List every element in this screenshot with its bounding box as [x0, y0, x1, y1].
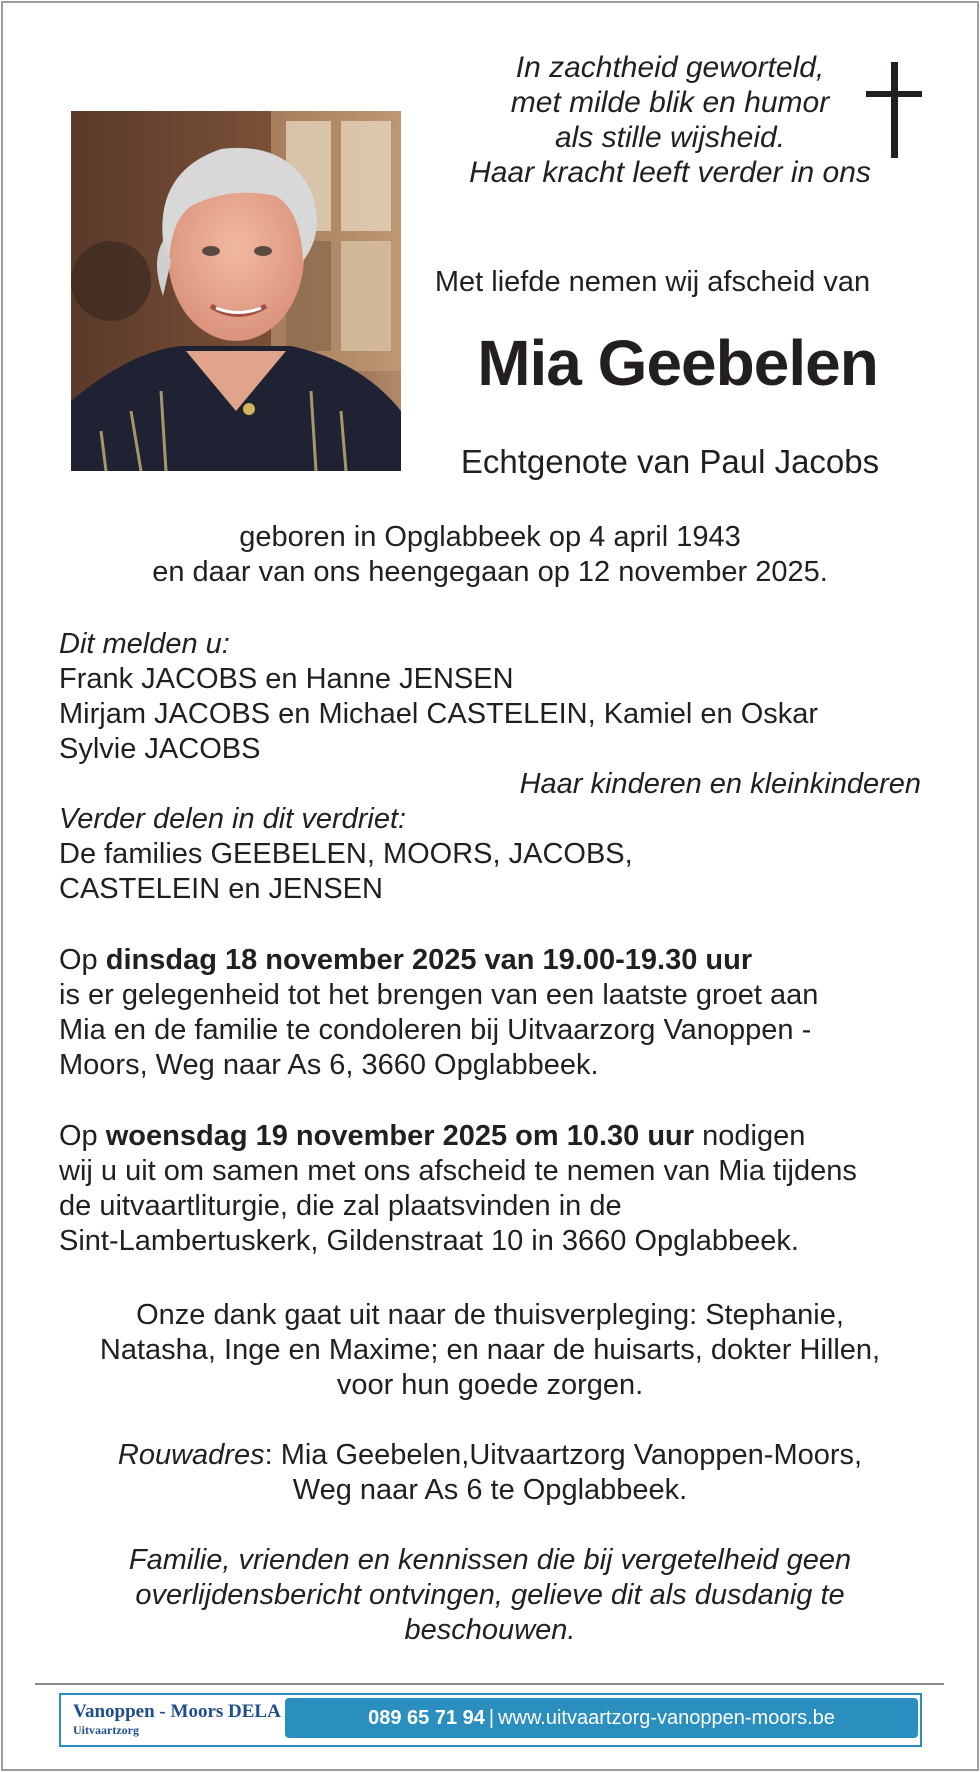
portrait-photo — [71, 111, 401, 471]
poem-line: Haar kracht leeft verder in ons — [469, 156, 871, 189]
family-caption: Haar kinderen en kleinkinderen — [519, 768, 921, 800]
portrait-illustration — [71, 111, 401, 471]
contact-separator: | — [488, 1707, 495, 1729]
thanks-line: Onze dank gaat uit naar de thuisverpleging: Stephanie, — [136, 1299, 844, 1331]
notice-line: Familie, vrienden en kennissen die bij vergetelheid geen — [128, 1544, 852, 1576]
funeral-suffix: nodigen — [694, 1120, 806, 1152]
notice-line: overlijdensbericht ontvingen, gelieve dit als dusdanig te — [135, 1579, 845, 1611]
visitation-prefix: Op — [59, 944, 106, 976]
family-other: CASTELEIN en JENSEN — [59, 873, 383, 905]
address-paragraph — [40, 1438, 940, 1508]
website-link[interactable]: www.uitvaartzorg-vanoppen-moors.be — [498, 1707, 835, 1729]
contact-bar — [285, 1698, 918, 1738]
visitation-line: Moors, Weg naar As 6, 3660 Opglabbeek. — [59, 1049, 599, 1081]
funeral-home-logo — [73, 1701, 313, 1738]
footer-divider — [35, 1683, 944, 1685]
funeral-paragraph — [59, 1119, 939, 1259]
visitation-paragraph — [59, 943, 939, 1083]
spouse-line: Echtgenote van Paul Jacobs — [460, 443, 880, 480]
address-line-2: Weg naar As 6 te Opglabbeek. — [292, 1474, 688, 1506]
funeral-line: wij u uit om samen met ons afscheid te nemen van Mia tijdens — [59, 1155, 857, 1187]
thanks-line: voor hun goede zorgen. — [336, 1369, 644, 1401]
family-heading-2: Verder delen in dit verdriet: — [59, 803, 407, 835]
funeral-line: de uitvaartliturgie, die zal plaatsvinden in de — [59, 1190, 622, 1222]
cross-icon — [866, 62, 922, 158]
poem-line: met milde blik en humor — [510, 86, 830, 119]
death-line: en daar van ons heengegaan op 12 november 2025. — [152, 556, 828, 588]
visitation-line: is er gelegenheid tot het brengen van een laatste groet aan — [59, 979, 819, 1011]
logo-name: Vanoppen - Moors DELA — [73, 1701, 281, 1722]
family-heading: Dit melden u: — [59, 628, 230, 660]
phone-number[interactable]: 089 65 71 94 — [368, 1707, 485, 1729]
poem — [430, 50, 910, 190]
family-member: Frank JACOBS en Hanne JENSEN — [59, 663, 514, 695]
funeral-date: woensdag 19 november 2025 om 10.30 uur — [105, 1120, 695, 1152]
visitation-date: dinsdag 18 november 2025 van 19.00-19.30 uur — [105, 944, 753, 976]
address-line-1: : Mia Geebelen,Uitvaartzorg Vanoppen-Moors, — [264, 1439, 863, 1471]
logo-subtitle: Uitvaartzorg — [73, 1723, 139, 1737]
funeral-prefix: Op — [59, 1120, 106, 1152]
family-member: Mirjam JACOBS en Michael CASTELEIN, Kamiel en Oskar — [59, 698, 819, 730]
intro-text: Met liefde nemen wij afscheid van — [434, 266, 871, 298]
funeral-line: Sint-Lambertuskerk, Gildenstraat 10 in 3660 Opglabbeek. — [59, 1225, 799, 1257]
deceased-name: Mia Geebelen — [477, 327, 878, 399]
family-section — [59, 627, 929, 907]
family-other: De families GEEBELEN, MOORS, JACOBS, — [59, 838, 633, 870]
thanks-line: Natasha, Inge en Maxime; en naar de huisarts, dokter Hillen, — [99, 1334, 881, 1366]
visitation-line: Mia en de familie te condoleren bij Uitvaarzorg Vanoppen - — [59, 1014, 812, 1046]
birth-line: geboren in Opglabbeek op 4 april 1943 — [239, 521, 741, 553]
funeral-home-footer — [59, 1693, 922, 1747]
birth-death-info — [60, 520, 920, 590]
family-member: Sylvie JACOBS — [59, 733, 261, 765]
notice-line: beschouwen. — [404, 1614, 576, 1646]
address-label: Rouwadres — [117, 1439, 265, 1471]
thanks-paragraph — [40, 1298, 940, 1403]
poem-line: In zachtheid geworteld, — [515, 51, 825, 84]
poem-line: als stille wijsheid. — [554, 121, 786, 154]
notice-paragraph — [40, 1543, 940, 1648]
